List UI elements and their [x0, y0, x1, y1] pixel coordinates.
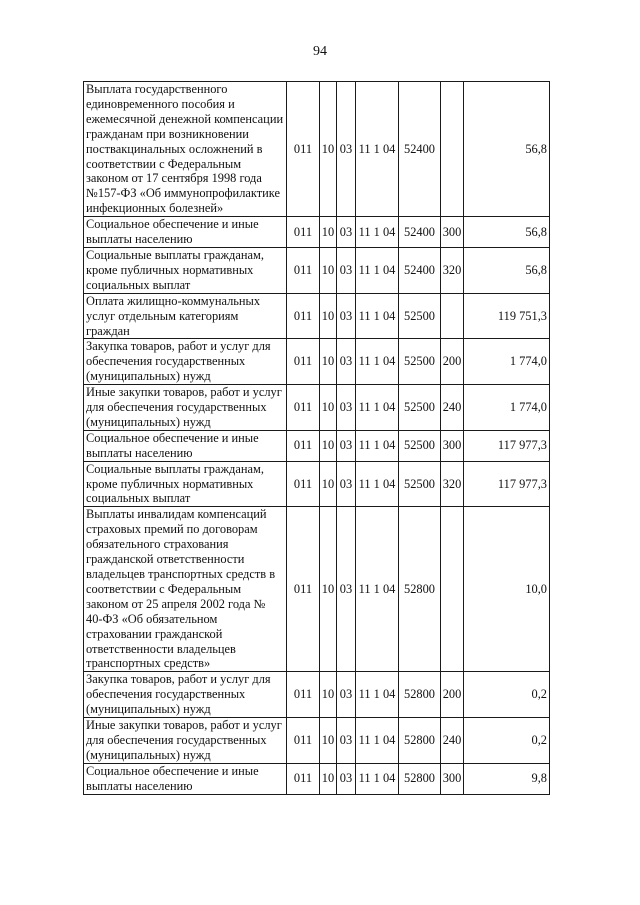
amount: 10,0 — [464, 507, 550, 672]
row-description: Выплаты инвалидам компенсаций страховых премий по договорам обязательного страхования гражданской ответственности владельцев транспортных средств в соответствии с Федеральным законом от 25 апреля 2002 года № 40-ФЗ «Об обязательном страховании гражданской ответственности владельцев транспортных средств» — [84, 507, 287, 672]
row-description: Социальные выплаты гражданам, кроме публичных нормативных социальных выплат — [84, 247, 287, 293]
expense-type-code: 240 — [441, 718, 464, 764]
section-code: 10 — [320, 763, 337, 794]
target-program-code: 11 1 04 — [356, 763, 399, 794]
amount: 1 774,0 — [464, 385, 550, 431]
target-program-code: 11 1 04 — [356, 217, 399, 248]
amount: 9,8 — [464, 763, 550, 794]
table-row — [84, 718, 550, 764]
target-article-code: 52500 — [399, 430, 441, 461]
target-article-code: 52500 — [399, 461, 441, 507]
amount: 56,8 — [464, 217, 550, 248]
subsection-code: 03 — [337, 293, 356, 339]
row-description: Закупка товаров, работ и услуг для обеспечения государственных (муниципальных) нужд — [84, 339, 287, 385]
section-code: 10 — [320, 385, 337, 431]
expense-type-code — [441, 507, 464, 672]
amount: 117 977,3 — [464, 461, 550, 507]
subsection-code: 03 — [337, 247, 356, 293]
subsection-code: 03 — [337, 507, 356, 672]
ministry-code: 011 — [287, 461, 320, 507]
ministry-code: 011 — [287, 217, 320, 248]
ministry-code: 011 — [287, 507, 320, 672]
table-row — [84, 430, 550, 461]
table-row — [84, 339, 550, 385]
table-row — [84, 385, 550, 431]
subsection-code: 03 — [337, 718, 356, 764]
ministry-code: 011 — [287, 339, 320, 385]
section-code: 10 — [320, 339, 337, 385]
row-description: Социальное обеспечение и иные выплаты населению — [84, 763, 287, 794]
target-article-code: 52400 — [399, 247, 441, 293]
subsection-code: 03 — [337, 461, 356, 507]
table-row — [84, 507, 550, 672]
target-article-code: 52400 — [399, 82, 441, 217]
expense-type-code: 320 — [441, 461, 464, 507]
expense-type-code: 300 — [441, 217, 464, 248]
subsection-code: 03 — [337, 339, 356, 385]
section-code: 10 — [320, 82, 337, 217]
target-program-code: 11 1 04 — [356, 672, 399, 718]
section-code: 10 — [320, 293, 337, 339]
row-description: Социальное обеспечение и иные выплаты населению — [84, 430, 287, 461]
expense-type-code: 320 — [441, 247, 464, 293]
subsection-code: 03 — [337, 430, 356, 461]
target-program-code: 11 1 04 — [356, 461, 399, 507]
row-description: Иные закупки товаров, работ и услуг для обеспечения государственных (муниципальных) нужд — [84, 718, 287, 764]
section-code: 10 — [320, 217, 337, 248]
table-row — [84, 763, 550, 794]
expense-type-code — [441, 82, 464, 217]
target-article-code: 52500 — [399, 385, 441, 431]
ministry-code: 011 — [287, 718, 320, 764]
section-code: 10 — [320, 247, 337, 293]
ministry-code: 011 — [287, 293, 320, 339]
budget-table — [83, 81, 550, 795]
ministry-code: 011 — [287, 247, 320, 293]
table-row — [84, 247, 550, 293]
ministry-code: 011 — [287, 672, 320, 718]
row-description: Выплата государственного единовременного пособия и ежемесячной денежной компенсации гражданам при возникновении поствакцинальных осложнений в соответствии с Федеральным законом от 17 сентября 1998 года №157-ФЗ «Об иммунопрофилактике инфекционных болезней» — [84, 82, 287, 217]
target-program-code: 11 1 04 — [356, 82, 399, 217]
expense-type-code: 300 — [441, 430, 464, 461]
ministry-code: 011 — [287, 763, 320, 794]
subsection-code: 03 — [337, 217, 356, 248]
row-description: Закупка товаров, работ и услуг для обеспечения государственных (муниципальных) нужд — [84, 672, 287, 718]
target-article-code: 52500 — [399, 293, 441, 339]
section-code: 10 — [320, 461, 337, 507]
budget-table-body — [84, 82, 550, 795]
section-code: 10 — [320, 430, 337, 461]
target-article-code: 52400 — [399, 217, 441, 248]
page-number: 94 — [313, 44, 327, 59]
table-row — [84, 293, 550, 339]
amount: 56,8 — [464, 82, 550, 217]
section-code: 10 — [320, 672, 337, 718]
amount: 56,8 — [464, 247, 550, 293]
table-row — [84, 82, 550, 217]
amount: 0,2 — [464, 672, 550, 718]
expense-type-code: 240 — [441, 385, 464, 431]
row-description: Иные закупки товаров, работ и услуг для обеспечения государственных (муниципальных) нужд — [84, 385, 287, 431]
ministry-code: 011 — [287, 82, 320, 217]
target-article-code: 52800 — [399, 507, 441, 672]
subsection-code: 03 — [337, 82, 356, 217]
target-article-code: 52800 — [399, 672, 441, 718]
row-description: Социальное обеспечение и иные выплаты населению — [84, 217, 287, 248]
target-article-code: 52800 — [399, 718, 441, 764]
section-code: 10 — [320, 718, 337, 764]
table-row — [84, 461, 550, 507]
subsection-code: 03 — [337, 763, 356, 794]
target-program-code: 11 1 04 — [356, 247, 399, 293]
amount: 1 774,0 — [464, 339, 550, 385]
target-program-code: 11 1 04 — [356, 430, 399, 461]
target-program-code: 11 1 04 — [356, 718, 399, 764]
amount: 0,2 — [464, 718, 550, 764]
expense-type-code — [441, 293, 464, 339]
target-program-code: 11 1 04 — [356, 293, 399, 339]
target-program-code: 11 1 04 — [356, 507, 399, 672]
amount: 117 977,3 — [464, 430, 550, 461]
section-code: 10 — [320, 507, 337, 672]
target-program-code: 11 1 04 — [356, 385, 399, 431]
target-article-code: 52500 — [399, 339, 441, 385]
row-description: Оплата жилищно-коммунальных услуг отдельным категориям граждан — [84, 293, 287, 339]
ministry-code: 011 — [287, 430, 320, 461]
expense-type-code: 300 — [441, 763, 464, 794]
table-row — [84, 217, 550, 248]
subsection-code: 03 — [337, 385, 356, 431]
expense-type-code: 200 — [441, 339, 464, 385]
ministry-code: 011 — [287, 385, 320, 431]
subsection-code: 03 — [337, 672, 356, 718]
target-article-code: 52800 — [399, 763, 441, 794]
amount: 119 751,3 — [464, 293, 550, 339]
row-description: Социальные выплаты гражданам, кроме публичных нормативных социальных выплат — [84, 461, 287, 507]
expense-type-code: 200 — [441, 672, 464, 718]
target-program-code: 11 1 04 — [356, 339, 399, 385]
table-row — [84, 672, 550, 718]
